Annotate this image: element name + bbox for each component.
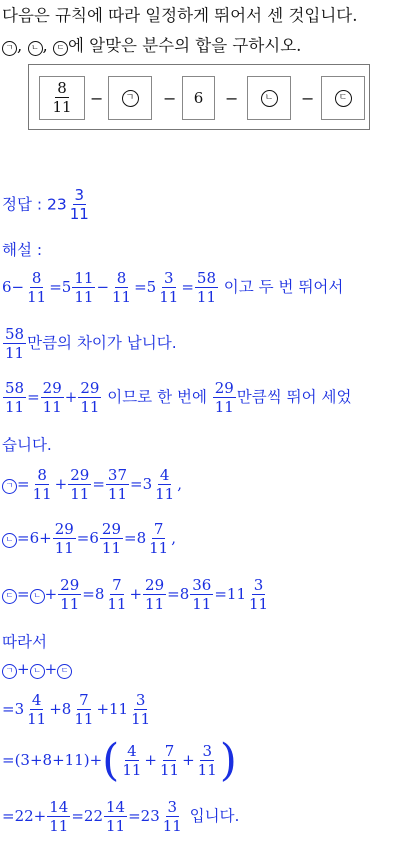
symbol-b-icon: ㄴ <box>2 533 17 548</box>
symbol-a-icon: ㄱ <box>2 479 17 494</box>
question-line-1: 다음은 규칙에 따라 일정하게 뛰어서 센 것입니다. <box>2 6 358 25</box>
sequence-dash: − <box>163 89 177 108</box>
sequence-cell-a <box>108 76 152 120</box>
symbol-b-icon: ㄴ <box>30 664 45 679</box>
calc-line-3: =22+ $\frac{14}{11}$ =22 $\frac{14}{11}$ =23 $\frac{3}{11}$ 입니다. <box>2 798 240 835</box>
explanation-line-b: ㄴ =6+ $\frac{29}{11}$ =6 $\frac{29}{11}$ =8 $\frac{7}{11}$ , <box>2 522 176 556</box>
answer-line: 정답 : 23 $\frac{3}{11}$ <box>2 186 89 223</box>
sequence-dash: − <box>225 89 239 108</box>
sequence-cell-c <box>321 76 365 120</box>
explanation-line-2: $\frac{58}{11}$ 만큼의 차이가 납니다. <box>5 325 177 362</box>
explanation-line-4: 습니다. <box>2 436 52 454</box>
symbol-a-icon: ㄱ <box>2 41 17 56</box>
symbol-a-icon: ㄱ <box>2 664 17 679</box>
calc-line-1: =3 $\frac{4}{11}$ +8 $\frac{7}{11}$ +11 $\frac{3}{11}$ <box>2 691 151 728</box>
sum-expression: ㄱ + ㄴ + ㄷ <box>2 660 72 679</box>
calc-line-2: =(3+8+11)+( $\frac{4}{11}$ + $\frac{7}{11}$ + $\frac{3}{11}$ ) <box>2 735 237 786</box>
sequence-box <box>28 64 370 130</box>
explanation-title: 해설 : <box>2 241 43 259</box>
symbol-b-icon: ㄴ <box>28 41 43 56</box>
explanation-line-1: 6− $\frac{8}{11}$ =5 $\frac{11}{11}$ − $\frac{8}{11}$ =5 $\frac{3}{11}$ = $\frac{58}{11}$ 이고 두 번 뛰어서 <box>2 269 344 306</box>
symbol-b-icon: ㄴ <box>261 90 278 107</box>
sequence-dash: − <box>90 89 104 108</box>
sequence-dash: − <box>301 89 315 108</box>
explanation-line-a: ㄱ = $\frac{8}{11}$ + $\frac{29}{11}$ = $\frac{37}{11}$ =3 $\frac{4}{11}$ , <box>2 468 182 502</box>
symbol-c-icon: ㄷ <box>335 90 352 107</box>
question-line-2-text: 에 알맞은 분수의 합을 구하시오. <box>68 36 302 55</box>
therefore-label: 따라서 <box>2 633 47 651</box>
symbol-b-icon: ㄴ <box>30 589 45 604</box>
answer-label: 정답 : 23 <box>2 195 67 214</box>
explanation-line-c: ㄷ = ㄴ + $\frac{29}{11}$ =8 $\frac{7}{11}$ + $\frac{29}{11}$ =8 $\frac{36}{11}$ =11 $\frac{3}{11}$ <box>2 578 271 612</box>
symbol-a-icon: ㄱ <box>122 90 139 107</box>
symbol-c-icon: ㄷ <box>53 41 68 56</box>
symbol-c-icon: ㄷ <box>2 589 17 604</box>
sequence-cell-first: $\frac{8}{11}$ <box>39 76 85 120</box>
sequence-cell-b <box>247 76 291 120</box>
symbol-c-icon: ㄷ <box>57 664 72 679</box>
sequence-cell-middle: 6 <box>182 76 215 120</box>
question-line-2: ㄱ , ㄴ , ㄷ 에 알맞은 분수의 합을 구하시오. <box>2 32 301 56</box>
explanation-line-3: $\frac{58}{11}$ = $\frac{29}{11}$ + $\frac{29}{11}$ 이므로 한 번에 $\frac{29}{11}$ 만큼씩 뛰어 세었 <box>5 379 352 416</box>
